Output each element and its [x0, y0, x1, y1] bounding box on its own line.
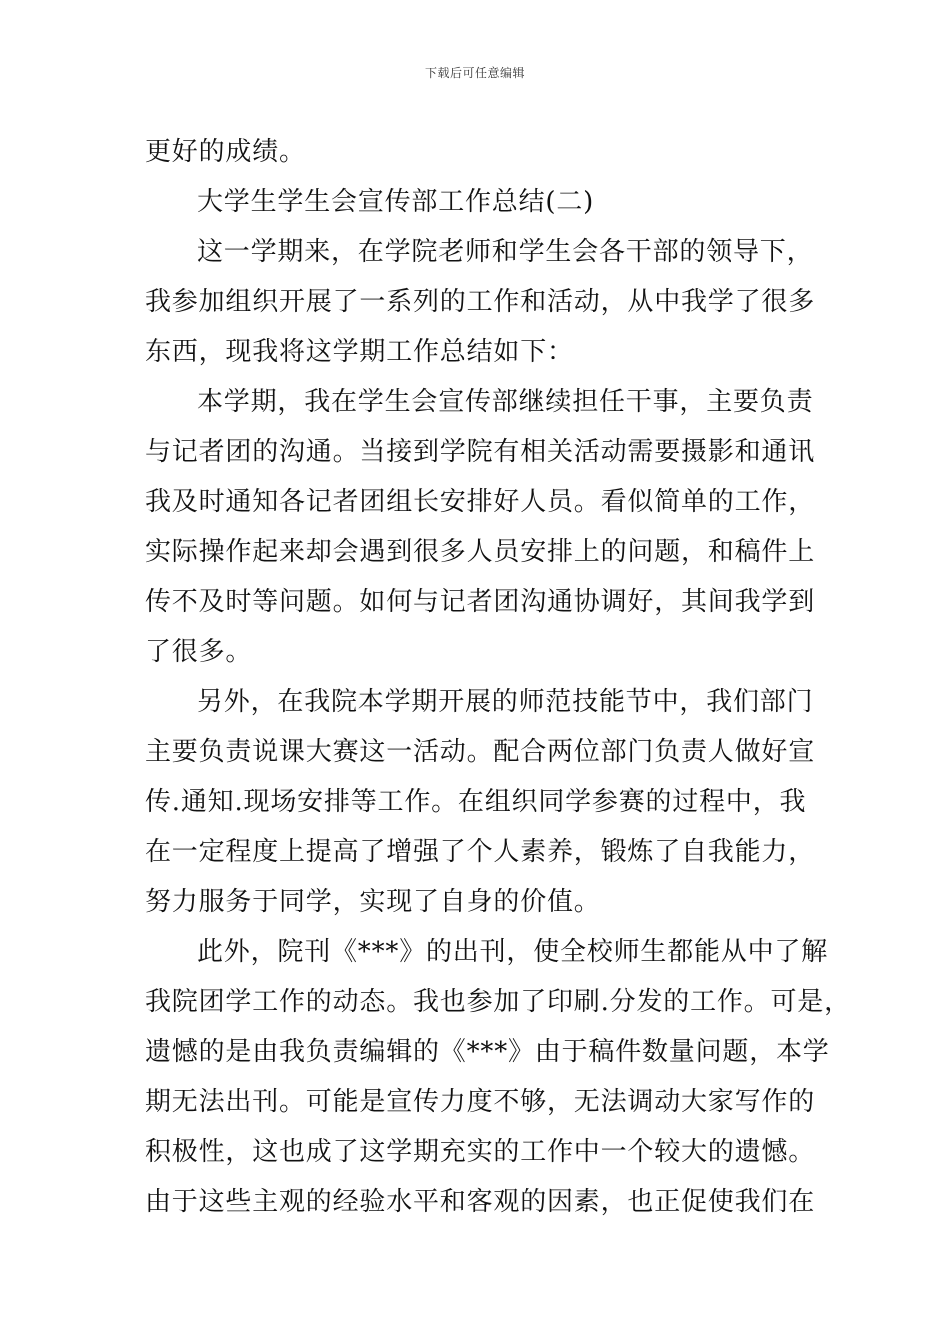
text-line: 我院团学工作的动态。我也参加了印刷.分发的工作。可是， [145, 987, 851, 1017]
text-line: 此外，院刊《***》的出刊，使全校师生都能从中了解 [197, 937, 829, 967]
text-line: 期无法出刊。可能是宣传力度不够，无法调动大家写作的 [145, 1087, 816, 1117]
text-line: 积极性，这也成了这学期充实的工作中一个较大的遗憾。 [145, 1137, 816, 1167]
text-line: 更好的成绩。 [145, 137, 306, 167]
text-line: 本学期，我在学生会宣传部继续担任干事，主要负责 [197, 387, 814, 417]
text-line: 主要负责说课大赛这一活动。配合两位部门负责人做好宣 [145, 737, 816, 767]
page-header: 下载后可任意编辑 [424, 66, 525, 80]
text-line: 与记者团的沟通。当接到学院有相关活动需要摄影和通讯 [145, 437, 816, 467]
text-line: 在一定程度上提高了增强了个人素养，锻炼了自我能力， [145, 837, 816, 867]
text-line: 遗憾的是由我负责编辑的《***》由于稿件数量问题，本学 [145, 1037, 830, 1067]
text-line: 传.通知.现场安排等工作。在组织同学参赛的过程中，我 [145, 787, 807, 817]
text-line: 我参加组织开展了一系列的工作和活动，从中我学了很多 [145, 287, 816, 317]
section-title: 大学生学生会宣传部工作总结(二) [197, 187, 595, 217]
text-line: 由于这些主观的经验水平和客观的因素，也正促使我们在 [145, 1187, 816, 1217]
text-line: 了很多。 [145, 637, 253, 667]
text-line: 传不及时等问题。如何与记者团沟通协调好，其间我学到 [145, 587, 816, 617]
text-line: 这一学期来，在学院老师和学生会各干部的领导下， [197, 237, 814, 267]
text-line: 我及时通知各记者团组长安排好人员。看似简单的工作， [145, 487, 816, 517]
document-body [145, 127, 851, 1227]
text-line: 东西，现我将这学期工作总结如下： [145, 337, 574, 367]
text-line: 另外，在我院本学期开展的师范技能节中，我们部门 [197, 687, 814, 717]
text-line: 努力服务于同学，实现了自身的价值。 [145, 887, 601, 917]
text-line: 实际操作起来却会遇到很多人员安排上的问题，和稿件上 [145, 537, 816, 567]
